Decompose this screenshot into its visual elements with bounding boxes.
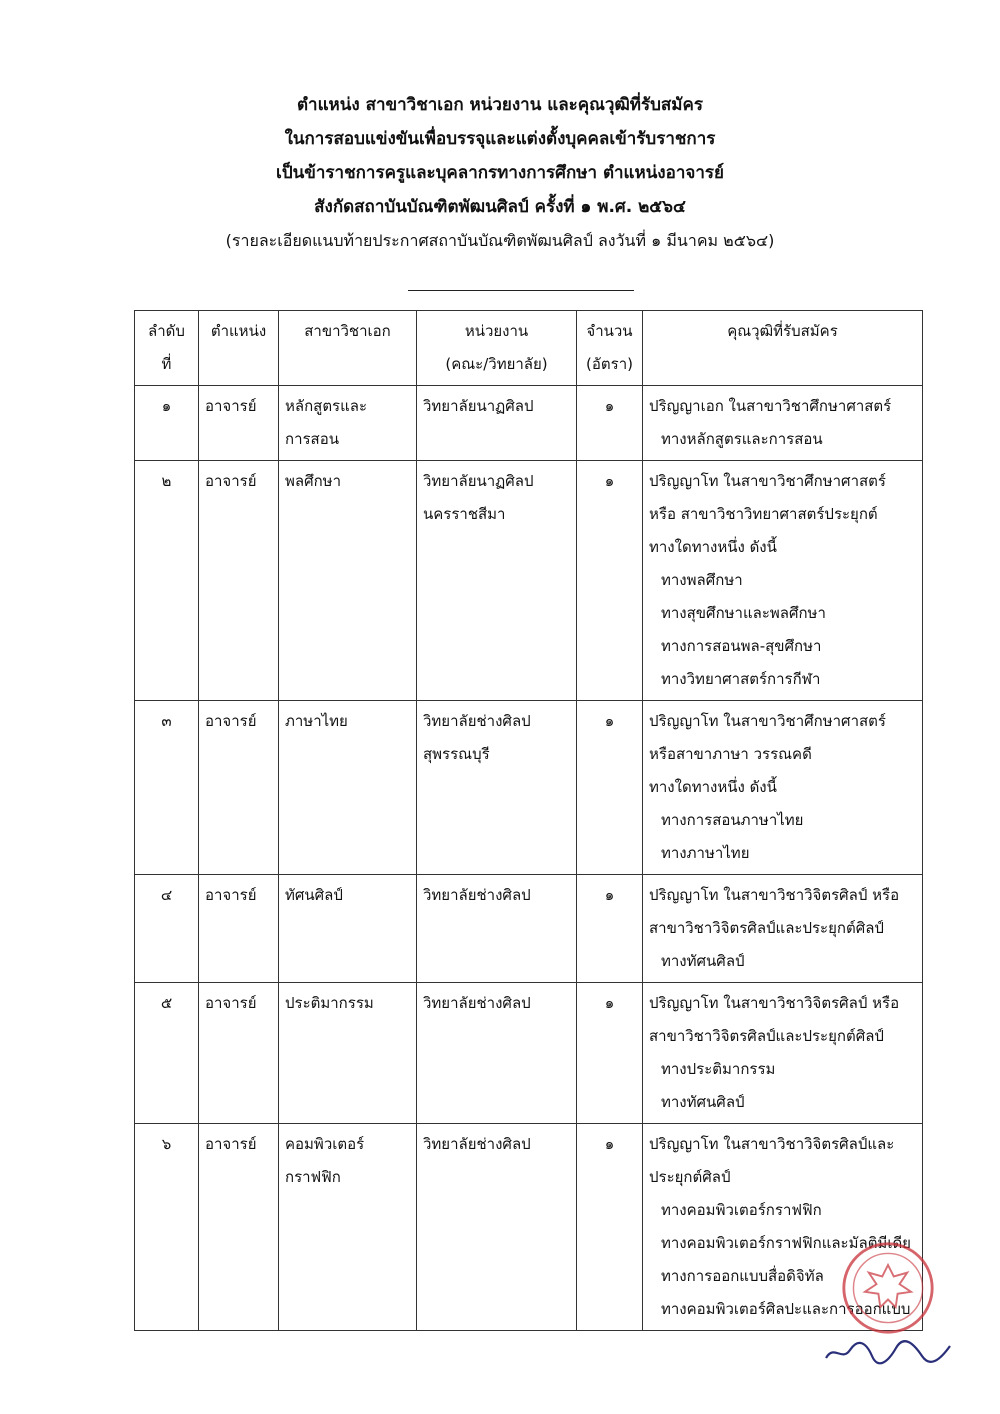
major-line: ทัศนศิลป์ — [285, 886, 343, 904]
row-unit — [417, 1124, 577, 1331]
qualification-line: ทางการสอนพล-สุขศึกษา — [661, 637, 822, 655]
row-qualification — [643, 983, 923, 1124]
row-unit — [417, 701, 577, 875]
unit-line: วิทยาลัยช่างศิลป — [423, 994, 531, 1012]
major-line: พลศึกษา — [285, 472, 341, 490]
row-major — [279, 983, 417, 1124]
qualification-line: ปริญญาโท ในสาขาวิชาศึกษาศาสตร์ — [649, 712, 886, 730]
unit-line: วิทยาลัยช่างศิลป — [423, 886, 531, 904]
header-line-1: ตำแหน่ง สาขาวิชาเอก หน่วยงาน และคุณวุฒิที่รับสมัคร — [296, 95, 704, 115]
garuda-seal-icon — [840, 1240, 936, 1336]
header-unit: หน่วยงาน (คณะ/วิทยาลัย) — [417, 311, 577, 386]
table-header-row — [135, 311, 923, 386]
row-major — [279, 461, 417, 701]
table-row — [135, 983, 923, 1124]
row-count: ๑ — [577, 701, 643, 875]
qualification-line: ทางใดทางหนึ่ง ดังนี้ — [649, 778, 777, 796]
positions-table — [134, 310, 923, 1331]
header-major: สาขาวิชาเอก — [279, 311, 417, 386]
major-line: ภาษาไทย — [285, 712, 348, 730]
qualification-line: ปริญญาโท ในสาขาวิชาวิจิตรศิลป์ หรือ — [649, 994, 900, 1012]
unit-line: สุพรรณบุรี — [423, 745, 490, 763]
major-line: ประติมากรรม — [285, 994, 374, 1012]
unit-line: วิทยาลัยนาฏศิลป — [423, 397, 534, 415]
row-number: ๓ — [135, 701, 199, 875]
row-count: ๑ — [577, 1124, 643, 1331]
header-qualification: คุณวุฒิที่รับสมัคร — [643, 311, 923, 386]
row-count: ๑ — [577, 461, 643, 701]
row-major — [279, 875, 417, 983]
row-position: อาจารย์ — [199, 1124, 279, 1331]
row-qualification — [643, 461, 923, 701]
qualification-line: ทางพลศึกษา — [661, 571, 743, 589]
unit-line: วิทยาลัยช่างศิลป — [423, 712, 531, 730]
row-number: ๑ — [135, 386, 199, 461]
document-header — [0, 88, 1000, 258]
header-line-3: เป็นข้าราชการครูและบุคลากรทางการศึกษา ตำแหน่งอาจารย์ — [276, 163, 724, 183]
row-number: ๒ — [135, 461, 199, 701]
row-unit — [417, 461, 577, 701]
qualification-line: ทางหลักสูตรและการสอน — [661, 430, 823, 448]
table-row — [135, 701, 923, 875]
qualification-line: ประยุกต์ศิลป์ — [649, 1168, 731, 1186]
row-number: ๕ — [135, 983, 199, 1124]
row-count: ๑ — [577, 875, 643, 983]
qualification-line: สาขาวิชาวิจิตรศิลป์และประยุกต์ศิลป์ — [649, 1027, 884, 1045]
row-qualification — [643, 875, 923, 983]
qualification-line: หรือสาขาภาษา วรรณคดี — [649, 745, 812, 763]
qualification-line: ทางใดทางหนึ่ง ดังนี้ — [649, 538, 777, 556]
row-number: ๔ — [135, 875, 199, 983]
unit-line: วิทยาลัยนาฏศิลป — [423, 472, 534, 490]
qualification-line: ทางวิทยาศาสตร์การกีฬา — [661, 670, 821, 688]
row-position: อาจารย์ — [199, 386, 279, 461]
row-unit — [417, 983, 577, 1124]
header-count: จำนวน (อัตรา) — [577, 311, 643, 386]
qualification-line: ปริญญาโท ในสาขาวิชาวิจิตรศิลป์ หรือ — [649, 886, 900, 904]
qualification-line: ปริญญาเอก ในสาขาวิชาศึกษาศาสตร์ — [649, 397, 892, 415]
row-position: อาจารย์ — [199, 701, 279, 875]
header-order: ลำดับ ที่ — [135, 311, 199, 386]
row-position: อาจารย์ — [199, 983, 279, 1124]
row-position: อาจารย์ — [199, 875, 279, 983]
header-line-4: สังกัดสถาบันบัณฑิตพัฒนศิลป์ ครั้งที่ ๑ พ.ศ. ๒๕๖๔ — [314, 197, 686, 217]
qualification-line: ทางทัศนศิลป์ — [661, 1093, 745, 1111]
qualification-line: ทางประติมากรรม — [661, 1060, 776, 1078]
qualification-line: ทางทัศนศิลป์ — [661, 952, 745, 970]
header-divider — [408, 290, 634, 291]
row-count: ๑ — [577, 983, 643, 1124]
row-number: ๖ — [135, 1124, 199, 1331]
major-line: กราฟฟิก — [285, 1168, 341, 1186]
row-unit — [417, 386, 577, 461]
major-line: หลักสูตรและ — [285, 397, 368, 415]
qualification-line: ทางสุขศึกษาและพลศึกษา — [661, 604, 826, 622]
row-count: ๑ — [577, 386, 643, 461]
row-unit — [417, 875, 577, 983]
row-position: อาจารย์ — [199, 461, 279, 701]
qualification-line: ทางคอมพิวเตอร์กราฟฟิก — [661, 1201, 822, 1219]
qualification-line: ทางคอมพิวเตอร์กราฟฟิกและมัลติมีเดีย — [661, 1234, 911, 1252]
header-subtitle: (รายละเอียดแนบท้ายประกาศสถาบันบัณฑิตพัฒนศิลป์ ลงวันที่ ๑ มีนาคม ๒๕๖๔) — [225, 231, 775, 250]
table-row — [135, 1124, 923, 1331]
table-row — [135, 386, 923, 461]
signature-icon — [822, 1336, 954, 1366]
table-row — [135, 875, 923, 983]
unit-line: นครราชสีมา — [423, 505, 506, 523]
qualification-line: หรือ สาขาวิชาวิทยาศาสตร์ประยุกต์ — [649, 505, 878, 523]
qualification-line: ปริญญาโท ในสาขาวิชาวิจิตรศิลป์และ — [649, 1135, 895, 1153]
qualification-line: ทางการสอนภาษาไทย — [661, 811, 804, 829]
table-body — [135, 386, 923, 1331]
major-line: คอมพิวเตอร์ — [285, 1135, 365, 1153]
row-major — [279, 386, 417, 461]
qualification-line: ทางภาษาไทย — [661, 844, 750, 862]
qualification-line: สาขาวิชาวิจิตรศิลป์และประยุกต์ศิลป์ — [649, 919, 884, 937]
row-qualification — [643, 386, 923, 461]
row-major — [279, 1124, 417, 1331]
qualification-line: ปริญญาโท ในสาขาวิชาศึกษาศาสตร์ — [649, 472, 886, 490]
qualification-line: ทางคอมพิวเตอร์ศิลปะและการออกแบบ — [661, 1300, 911, 1318]
major-line: การสอน — [285, 430, 339, 448]
header-line-2: ในการสอบแข่งขันเพื่อบรรจุและแต่งตั้งบุคคลเข้ารับราชการ — [284, 129, 716, 149]
row-qualification — [643, 701, 923, 875]
row-major — [279, 701, 417, 875]
header-position: ตำแหน่ง — [199, 311, 279, 386]
table-row — [135, 461, 923, 701]
qualification-line: ทางการออกแบบสื่อดิจิทัล — [661, 1267, 824, 1285]
unit-line: วิทยาลัยช่างศิลป — [423, 1135, 531, 1153]
